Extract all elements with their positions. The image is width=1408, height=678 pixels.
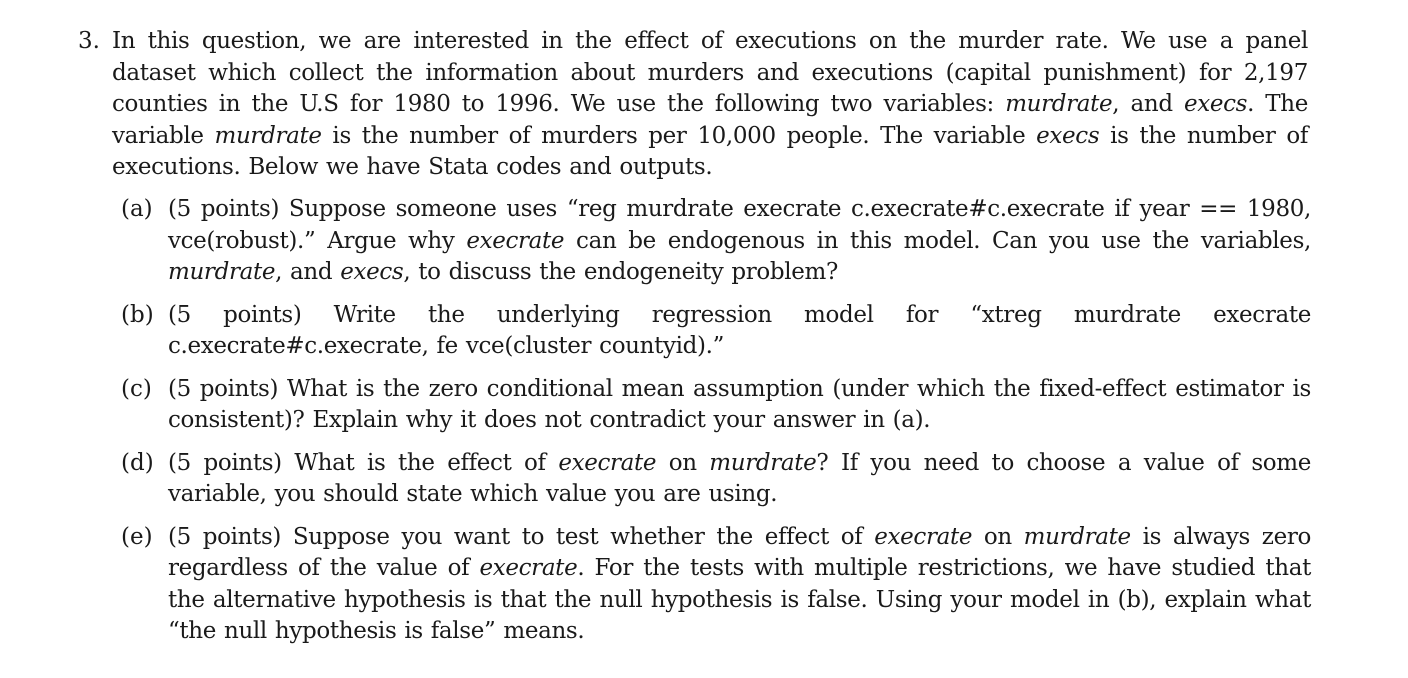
question-3 <box>78 26 1308 184</box>
var-murdrate: murdrate <box>214 122 322 149</box>
var-murdrate: murdrate <box>1023 523 1131 550</box>
part-label: (b) <box>121 301 154 328</box>
part-text: (5 points) Suppose you want to test whether the effect of execrate on murdrate is always zero regardless of the value of execrate. For the tests with multiple restrictions, we have studied that the alternative hypothesis is that the null hypothesis is false. Using your model in (b), explain what “the null hypothesis is false” means. <box>168 523 1311 644</box>
var-murdrate: murdrate <box>709 449 817 476</box>
var-execrate: execrate <box>558 449 657 476</box>
part-text: (5 points) What is the effect of execrate on murdrate? If you need to choose a value of some variable, you should state which value you are using. <box>168 449 1311 507</box>
var-execrate: execrate <box>466 227 565 254</box>
question-parts <box>121 194 1311 659</box>
part-text: (5 points) Suppose someone uses “reg murdrate execrate c.execrate#c.execrate if year == 1980, vce(robust).” Argue why execrate can be endogenous in this model. Can you use the variables, murdrate, and execs, to discuss the endogeneity problem? <box>168 196 1311 285</box>
var-execs: execs <box>1036 122 1100 149</box>
var-execrate: execrate <box>874 523 973 550</box>
part-label: (d) <box>121 449 154 476</box>
part-text: (5 points) Write the underlying regression model for “xtreg murdrate execrate c.execrate#c.execrate, fe vce(cluster countyid).” <box>168 301 1311 359</box>
part-text: (5 points) What is the zero conditional mean assumption (under which the fixed-effect estimator is consistent)? Explain why it does not contradict your answer in (a). <box>168 375 1311 433</box>
part-e <box>121 522 1311 648</box>
part-b <box>121 300 1311 363</box>
var-execs: execs <box>340 259 404 285</box>
var-execrate: execrate <box>479 555 578 581</box>
part-a <box>121 194 1311 289</box>
part-d <box>121 448 1311 511</box>
var-murdrate: murdrate <box>168 259 276 285</box>
var-execs: execs <box>1183 91 1248 117</box>
part-label: (c) <box>121 375 152 402</box>
part-c <box>121 374 1311 437</box>
var-murdrate: murdrate <box>1005 91 1113 117</box>
question-number: 3. <box>78 28 100 54</box>
part-label: (a) <box>121 196 153 222</box>
part-label: (e) <box>121 523 153 550</box>
question-intro: In this question, we are interested in the effect of executions on the murder rate. We use a panel dataset which collect the information about murders and executions (capital punishment) for 2,197 counties in the U.S for 1980 to 1996. We use the following two variables: murdrate, and execs. The variable murdrate is the number of murders per 10,000 people. The variable execs is the number of executions. Below we have Stata codes and outputs. <box>112 28 1308 180</box>
